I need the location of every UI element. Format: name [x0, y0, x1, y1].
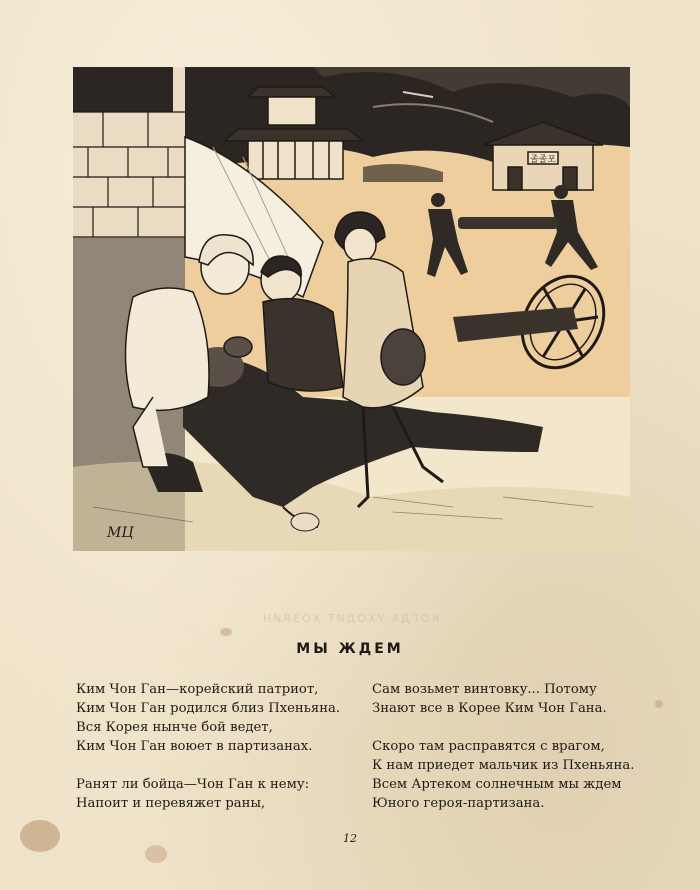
page-number: 12	[343, 832, 357, 845]
poem-right-column	[372, 680, 652, 813]
poem-line: Знают все в Корее Ким Чон Гана.	[372, 701, 607, 716]
paper-stain	[655, 700, 663, 708]
poem-line: Юного героя-партизана.	[372, 796, 545, 811]
poem-line: Ким Чон Ган родился близ Пхеньяна.	[76, 701, 341, 716]
poem-line: Ким Чон Ган—корейский патриот,	[76, 682, 319, 697]
poem-line: Скоро там расправятся с врагом,	[372, 739, 605, 754]
poem-line: Вся Корея нынче бой ведет,	[76, 720, 273, 735]
paper-stain	[220, 628, 232, 636]
artist-signature: МЦ	[107, 525, 134, 541]
poem-line: Всем Артеком солнечным мы ждем	[372, 777, 622, 792]
house-sign: 졸졸포	[529, 155, 557, 165]
poem-line: Сам возьмет винтовку... Потому	[372, 682, 597, 697]
paper-stain	[145, 845, 167, 863]
stanza-gap	[372, 718, 652, 737]
poem-line: Ким Чон Ган воюет в партизанах.	[76, 739, 313, 754]
poem-left-column	[76, 680, 346, 813]
poem-line: Напоит и перевяжет раны,	[76, 796, 266, 811]
stanza-gap	[76, 756, 346, 775]
poem-line: К нам приедет мальчик из Пхеньяна.	[372, 758, 635, 773]
war-illustration	[73, 67, 630, 551]
bleed-through-text: КОГДА УХОДИТ ХОЗЯИН	[260, 612, 440, 625]
poem-line: Ранят ли бойца—Чон Ган к нему:	[76, 777, 310, 792]
poem-title: МЫ ЖДЕМ	[296, 641, 404, 657]
